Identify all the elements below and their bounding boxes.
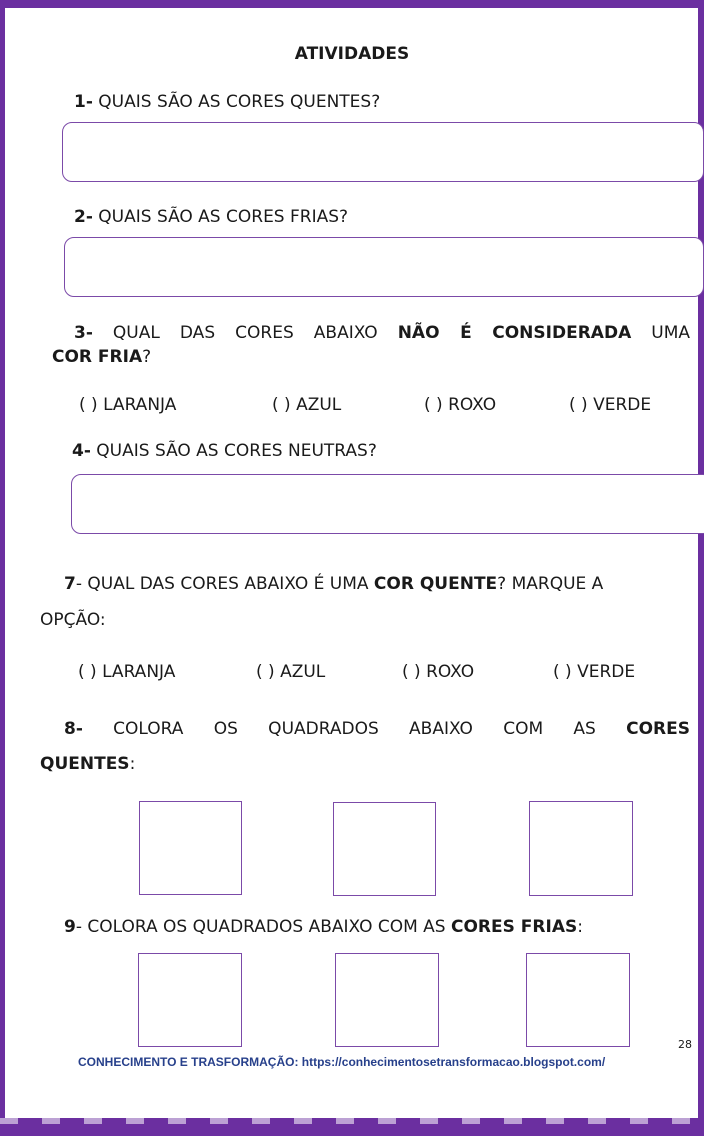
footer-credit: CONHECIMENTO E TRASFORMAÇÃO: https://conhecimentosetransformacao.blogspot.com/ bbox=[78, 1055, 606, 1069]
question-text: - COLORA OS QUADRADOS ABAIXO COM AS bbox=[75, 917, 451, 937]
question-7-line-2: OPÇÃO: bbox=[40, 610, 106, 630]
color-square-cool-2[interactable] bbox=[335, 953, 439, 1047]
page-border-bottom-pattern bbox=[0, 1118, 704, 1124]
question-2 bbox=[74, 206, 348, 228]
question-number: 2- bbox=[74, 207, 93, 227]
question-emphasis: NÃO É CONSIDERADA bbox=[397, 323, 632, 343]
question-text: QUAIS SÃO AS CORES QUENTES? bbox=[92, 92, 381, 112]
question-emphasis: CORES FRIAS bbox=[451, 917, 578, 937]
question-8-line-1 bbox=[64, 718, 690, 740]
question-1 bbox=[74, 91, 380, 113]
question-4 bbox=[72, 440, 377, 462]
question-number: 3- bbox=[74, 323, 93, 343]
answer-box-1[interactable] bbox=[62, 122, 704, 182]
question-text: - QUAL DAS CORES ABAIXO É UMA bbox=[75, 574, 374, 594]
answer-box-4[interactable] bbox=[71, 474, 704, 534]
page-border-top bbox=[0, 0, 704, 8]
question-number: 4- bbox=[72, 441, 91, 461]
question-text: ? MARQUE A bbox=[497, 574, 604, 594]
page-border-left bbox=[0, 0, 5, 1136]
question-9 bbox=[64, 916, 583, 938]
q7-option-azul[interactable]: ( ) AZUL bbox=[256, 662, 326, 682]
question-3-line-1 bbox=[74, 322, 690, 344]
question-number: 1- bbox=[74, 92, 93, 112]
color-square-cool-1[interactable] bbox=[138, 953, 242, 1047]
question-number: 8- bbox=[64, 719, 83, 739]
q3-option-azul[interactable]: ( ) AZUL bbox=[272, 395, 342, 415]
q7-option-roxo[interactable]: ( ) ROXO bbox=[402, 662, 475, 682]
question-number: 9 bbox=[64, 917, 76, 937]
question-emphasis: QUENTES bbox=[40, 754, 130, 774]
color-square-cool-3[interactable] bbox=[526, 953, 630, 1047]
question-text: QUAIS SÃO AS CORES FRIAS? bbox=[92, 207, 349, 227]
answer-box-2[interactable] bbox=[64, 237, 704, 297]
q7-option-verde[interactable]: ( ) VERDE bbox=[553, 662, 636, 682]
q7-option-laranja[interactable]: ( ) LARANJA bbox=[78, 662, 176, 682]
question-text: ? bbox=[142, 347, 152, 367]
color-square-warm-2[interactable] bbox=[333, 802, 436, 896]
question-text: : bbox=[129, 754, 136, 774]
q3-option-laranja[interactable]: ( ) LARANJA bbox=[79, 395, 177, 415]
q3-option-roxo[interactable]: ( ) ROXO bbox=[424, 395, 497, 415]
question-text: : bbox=[577, 917, 583, 937]
question-text: COLORA OS QUADRADOS ABAIXO COM AS bbox=[82, 719, 627, 739]
color-square-warm-1[interactable] bbox=[139, 801, 242, 895]
question-8-line-2 bbox=[40, 753, 135, 775]
page-number: 28 bbox=[678, 1038, 692, 1051]
page-title: ATIVIDADES bbox=[294, 44, 410, 64]
question-text: QUAL DAS CORES ABAIXO bbox=[92, 323, 398, 343]
question-text: UMA bbox=[631, 323, 691, 343]
question-3-line-2 bbox=[52, 346, 151, 368]
question-text: QUAIS SÃO AS CORES NEUTRAS? bbox=[90, 441, 377, 461]
question-number: 7 bbox=[64, 574, 76, 594]
q3-option-verde[interactable]: ( ) VERDE bbox=[569, 395, 652, 415]
question-7-line-1 bbox=[64, 573, 603, 595]
question-emphasis: COR FRIA bbox=[52, 347, 143, 367]
color-square-warm-3[interactable] bbox=[529, 801, 633, 896]
question-emphasis: COR QUENTE bbox=[373, 574, 498, 594]
question-emphasis: CORES bbox=[626, 719, 690, 739]
